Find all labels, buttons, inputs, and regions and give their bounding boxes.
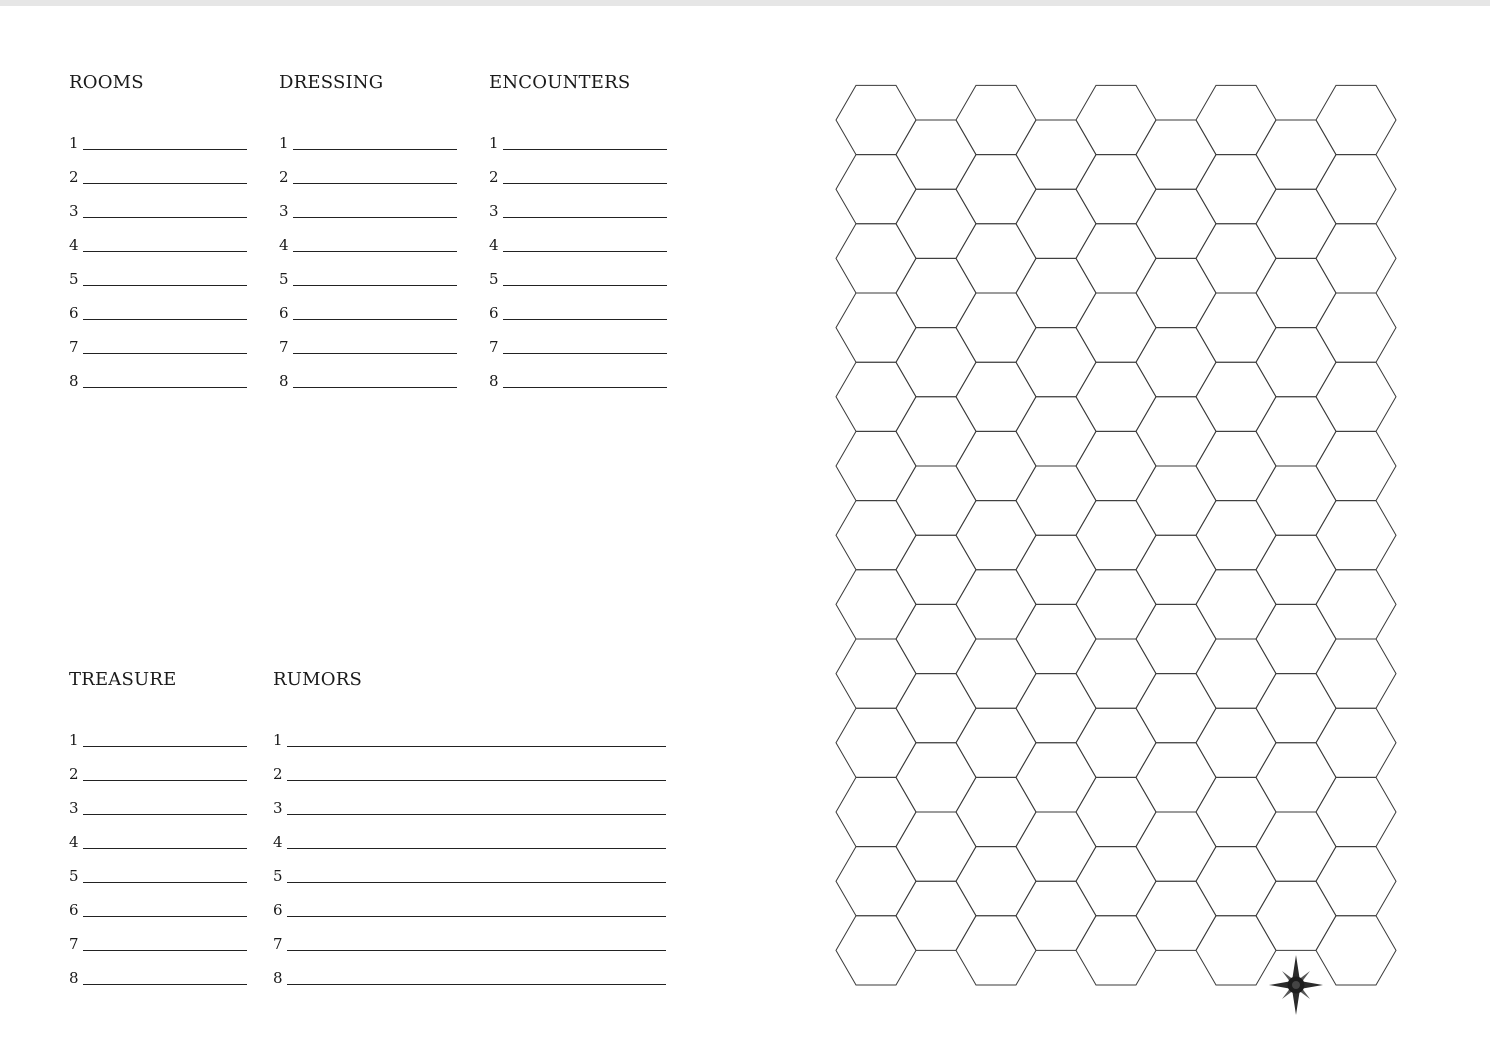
hex-cell bbox=[1136, 604, 1216, 673]
hex-cell bbox=[1196, 708, 1276, 777]
hex-cell bbox=[1316, 155, 1396, 224]
hex-cell bbox=[1316, 777, 1396, 846]
hex-cell bbox=[1076, 85, 1156, 154]
hex-cell bbox=[1256, 604, 1336, 673]
hex-cell bbox=[836, 155, 916, 224]
hex-cell bbox=[1136, 328, 1216, 397]
hex-cell bbox=[1016, 328, 1096, 397]
hex-cell bbox=[1316, 293, 1396, 362]
row-number: 3 bbox=[273, 799, 283, 817]
hex-cell bbox=[1076, 570, 1156, 639]
row-number: 6 bbox=[489, 304, 499, 322]
hex-cell bbox=[1136, 189, 1216, 258]
hex-cell bbox=[1136, 397, 1216, 466]
row-number: 5 bbox=[69, 270, 79, 288]
row-number: 6 bbox=[69, 304, 79, 322]
hex-cell bbox=[896, 397, 976, 466]
hex-cell bbox=[1196, 777, 1276, 846]
row-number: 4 bbox=[489, 236, 499, 254]
hex-cell bbox=[1196, 570, 1276, 639]
hex-cell bbox=[836, 777, 916, 846]
hex-cell bbox=[1316, 570, 1396, 639]
hex-cell bbox=[1016, 604, 1096, 673]
hex-cell bbox=[836, 224, 916, 293]
hex-cell bbox=[1076, 639, 1156, 708]
hex-cell bbox=[956, 570, 1036, 639]
row-number: 1 bbox=[69, 134, 79, 152]
row-number: 5 bbox=[273, 867, 283, 885]
row-number: 1 bbox=[273, 731, 283, 749]
row-number: 8 bbox=[69, 372, 79, 390]
hex-cell bbox=[1076, 777, 1156, 846]
hex-cell bbox=[836, 639, 916, 708]
hex-cell bbox=[1136, 812, 1216, 881]
hex-cell bbox=[1076, 916, 1156, 985]
hex-cell bbox=[1256, 881, 1336, 950]
row-number: 1 bbox=[279, 134, 289, 152]
dressing-title: DRESSING bbox=[279, 72, 384, 93]
hex-cell bbox=[1196, 847, 1276, 916]
hex-cell bbox=[1076, 431, 1156, 500]
hex-cell bbox=[956, 224, 1036, 293]
hex-cell bbox=[896, 189, 976, 258]
hex-cell bbox=[896, 535, 976, 604]
hex-cell bbox=[1076, 708, 1156, 777]
row-number: 3 bbox=[69, 202, 79, 220]
hex-cell bbox=[1136, 258, 1216, 327]
hex-cell bbox=[956, 155, 1036, 224]
hex-cell bbox=[1256, 674, 1336, 743]
row-number: 7 bbox=[489, 338, 499, 356]
row-number: 4 bbox=[273, 833, 283, 851]
hex-cell bbox=[956, 431, 1036, 500]
hex-cell bbox=[1076, 362, 1156, 431]
hex-cell bbox=[1136, 535, 1216, 604]
hex-cell bbox=[1256, 812, 1336, 881]
hex-cell bbox=[1076, 293, 1156, 362]
row-number: 3 bbox=[279, 202, 289, 220]
hex-cell bbox=[956, 85, 1036, 154]
rooms-title: ROOMS bbox=[69, 72, 144, 93]
hex-cell bbox=[1196, 224, 1276, 293]
hex-cell bbox=[1076, 501, 1156, 570]
hex-cell bbox=[836, 916, 916, 985]
hex-cell bbox=[1016, 120, 1096, 189]
hex-cell bbox=[1076, 847, 1156, 916]
hex-cell bbox=[1196, 916, 1276, 985]
hex-cell bbox=[956, 708, 1036, 777]
hex-cell bbox=[1136, 466, 1216, 535]
hex-cell bbox=[956, 501, 1036, 570]
row-number: 2 bbox=[69, 168, 79, 186]
treasure-title: TREASURE bbox=[69, 669, 177, 690]
row-number: 6 bbox=[279, 304, 289, 322]
hex-cell bbox=[1196, 293, 1276, 362]
hex-cell bbox=[836, 570, 916, 639]
row-number: 4 bbox=[69, 833, 79, 851]
hex-cell bbox=[1136, 674, 1216, 743]
encounters-title: ENCOUNTERS bbox=[489, 72, 631, 93]
hex-cell bbox=[1016, 258, 1096, 327]
row-number: 8 bbox=[489, 372, 499, 390]
hex-cell bbox=[956, 847, 1036, 916]
hex-cell bbox=[836, 431, 916, 500]
hex-cell bbox=[956, 639, 1036, 708]
row-number: 7 bbox=[69, 935, 79, 953]
row-number: 7 bbox=[69, 338, 79, 356]
hex-cell bbox=[956, 362, 1036, 431]
hex-cell bbox=[1196, 501, 1276, 570]
hex-cell bbox=[896, 466, 976, 535]
hex-cell bbox=[836, 362, 916, 431]
hex-cell bbox=[1256, 328, 1336, 397]
row-number: 2 bbox=[489, 168, 499, 186]
hex-cell bbox=[1256, 189, 1336, 258]
hex-cell bbox=[1316, 431, 1396, 500]
row-number: 3 bbox=[489, 202, 499, 220]
hex-cell bbox=[836, 708, 916, 777]
hex-cell bbox=[1196, 431, 1276, 500]
hex-cell bbox=[896, 812, 976, 881]
hex-cell bbox=[1256, 466, 1336, 535]
hex-cell bbox=[1316, 639, 1396, 708]
hex-cell bbox=[836, 293, 916, 362]
row-number: 5 bbox=[489, 270, 499, 288]
hex-cell bbox=[956, 916, 1036, 985]
hex-cell bbox=[896, 328, 976, 397]
row-number: 2 bbox=[279, 168, 289, 186]
hex-cell bbox=[956, 777, 1036, 846]
row-number: 4 bbox=[279, 236, 289, 254]
hex-cell bbox=[1256, 397, 1336, 466]
row-number: 8 bbox=[69, 969, 79, 987]
hex-cell bbox=[1076, 155, 1156, 224]
hex-cell bbox=[1316, 362, 1396, 431]
row-number: 8 bbox=[279, 372, 289, 390]
hex-cell bbox=[896, 881, 976, 950]
hex-cell bbox=[1016, 881, 1096, 950]
compass-rose-icon bbox=[1269, 955, 1323, 1015]
hex-cell bbox=[1016, 812, 1096, 881]
hex-cell bbox=[1196, 85, 1276, 154]
hex-cell bbox=[1256, 535, 1336, 604]
rumors-title: RUMORS bbox=[273, 669, 362, 690]
hex-cell bbox=[1016, 743, 1096, 812]
hex-cell bbox=[1016, 397, 1096, 466]
row-number: 7 bbox=[273, 935, 283, 953]
hex-cell bbox=[1256, 743, 1336, 812]
row-number: 6 bbox=[273, 901, 283, 919]
hex-cell bbox=[1316, 708, 1396, 777]
row-number: 7 bbox=[279, 338, 289, 356]
hex-cell bbox=[896, 743, 976, 812]
hex-cell bbox=[1196, 362, 1276, 431]
row-number: 1 bbox=[489, 134, 499, 152]
hex-cell bbox=[1136, 881, 1216, 950]
hex-cell bbox=[1196, 639, 1276, 708]
hex-cell bbox=[836, 85, 916, 154]
hex-cell bbox=[1316, 847, 1396, 916]
hex-cell bbox=[1016, 189, 1096, 258]
hex-cell bbox=[1316, 916, 1396, 985]
row-number: 5 bbox=[69, 867, 79, 885]
row-number: 6 bbox=[69, 901, 79, 919]
row-number: 4 bbox=[69, 236, 79, 254]
hex-cell bbox=[1136, 743, 1216, 812]
hex-cell bbox=[896, 258, 976, 327]
hex-cell bbox=[1256, 258, 1336, 327]
hex-cell bbox=[1016, 535, 1096, 604]
row-number: 5 bbox=[279, 270, 289, 288]
hex-cell bbox=[1316, 85, 1396, 154]
hex-cell bbox=[896, 120, 976, 189]
hex-cell bbox=[836, 501, 916, 570]
hex-cell bbox=[956, 293, 1036, 362]
hex-cell bbox=[896, 604, 976, 673]
row-number: 1 bbox=[69, 731, 79, 749]
row-number: 2 bbox=[273, 765, 283, 783]
hex-cell bbox=[1256, 120, 1336, 189]
hex-cell bbox=[1316, 501, 1396, 570]
hex-cell bbox=[1016, 674, 1096, 743]
row-number: 3 bbox=[69, 799, 79, 817]
hex-cell bbox=[896, 674, 976, 743]
hex-cell bbox=[1076, 224, 1156, 293]
hex-cell bbox=[1196, 155, 1276, 224]
hex-cell bbox=[1016, 466, 1096, 535]
hex-cell bbox=[836, 847, 916, 916]
row-number: 8 bbox=[273, 969, 283, 987]
row-number: 2 bbox=[69, 765, 79, 783]
hex-cell bbox=[1316, 224, 1396, 293]
hex-cell bbox=[1136, 120, 1216, 189]
